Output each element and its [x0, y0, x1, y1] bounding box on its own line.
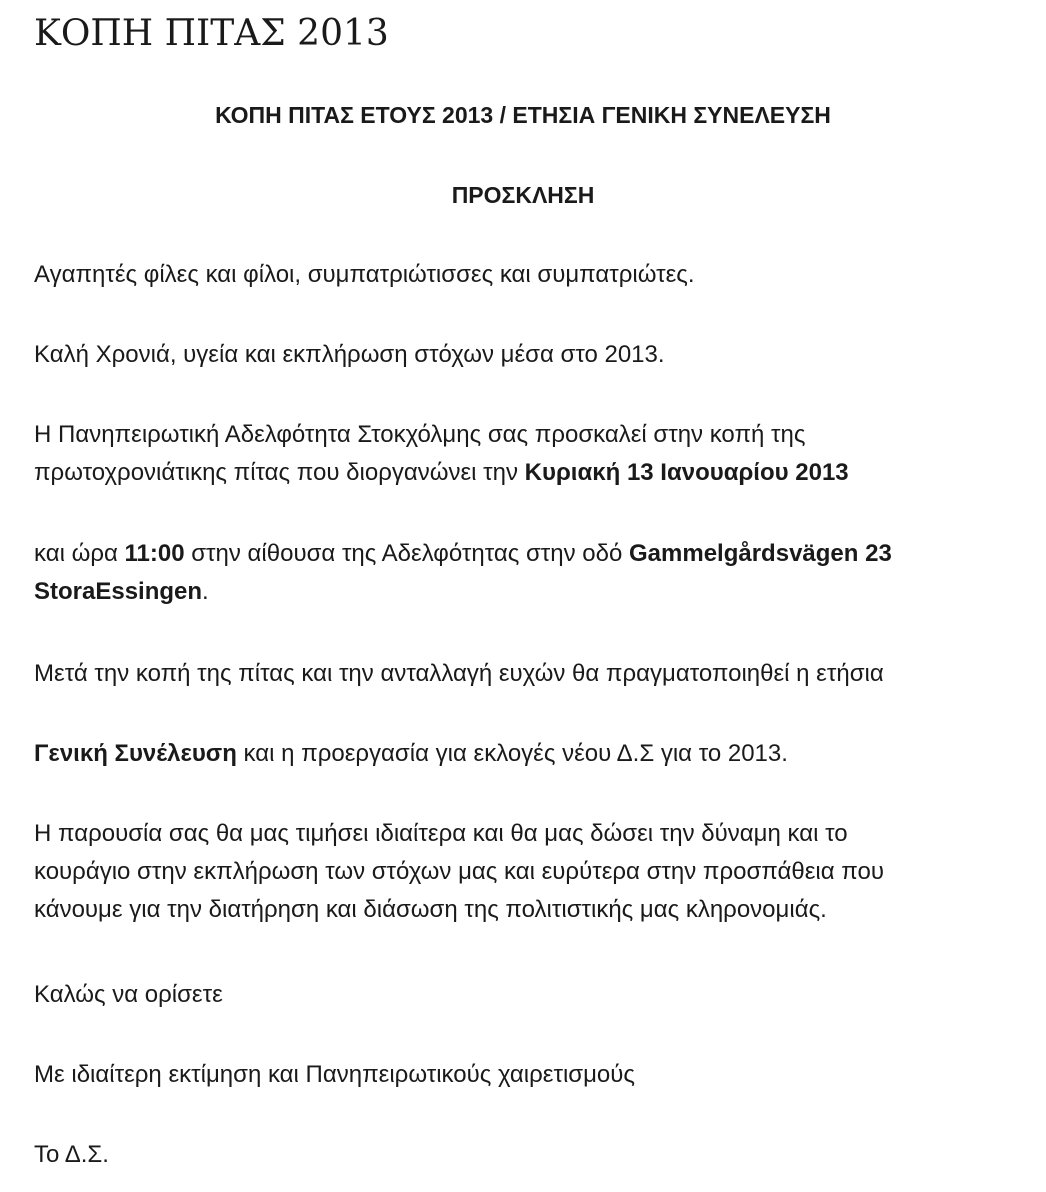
event-time: 11:00: [124, 540, 185, 567]
presence-line-2: κουράγιο στην εκπλήρωση των στόχων μας και ευρύτερα στην προσπάθεια που: [34, 858, 884, 885]
invitation-line-1: Η Πανηπειρωτική Αδελφότητα Στοκχόλμης σας προσκαλεί στην κοπή της: [34, 421, 806, 448]
time-place-paragraph: [34, 535, 1044, 611]
signature: Το Δ.Σ.: [34, 1141, 109, 1168]
welcome-paragraph: Καλώς να ορίσετε: [34, 981, 223, 1008]
time-prefix: και ώρα: [34, 540, 125, 567]
venue-street: Gammelgårdsvägen 23: [629, 540, 892, 567]
general-assembly-label: Γενική Συνέλευση: [34, 740, 237, 767]
presence-paragraph: [34, 815, 1044, 929]
invitation-line-2: πρωτοχρονιάτικης πίτας που διοργανώνει την: [34, 459, 525, 486]
greeting-paragraph: Αγαπητές φίλες και φίλοι, συμπατριώτισσες και συμπατριώτες.: [34, 261, 695, 288]
new-year-wish-paragraph: Καλή Χρονιά, υγεία και εκπλήρωση στόχων μέσα στο 2013.: [34, 341, 665, 368]
presence-line-1: Η παρουσία σας θα μας τιμήσει ιδιαίτερα και θα μας δώσει την δύναμη και το: [34, 820, 848, 847]
presence-line-3: κάνουμε για την διατήρηση και διάσωση της πολιτιστικής μας κληρονομιάς.: [34, 896, 827, 923]
assembly-paragraph: [34, 735, 1044, 773]
invitation-paragraph: [34, 416, 1044, 492]
regards-paragraph: Με ιδιαίτερη εκτίμηση και Πανηπειρωτικούς χαιρετισμούς: [34, 1061, 635, 1088]
venue-text: στην αίθουσα της Αδελφότητας στην οδό: [184, 540, 629, 567]
venue-area: StoraEssingen: [34, 578, 203, 605]
event-date: Κυριακή 13 Ιανουαρίου 2013: [524, 459, 849, 486]
page-title: ΚΟΠΗ ΠΙΤΑΣ 2013: [34, 13, 389, 54]
after-cutting-paragraph: Μετά την κοπή της πίτας και την ανταλλαγή ευχών θα πραγματοποιηθεί η ετήσια: [34, 660, 884, 687]
address-end: .: [202, 578, 209, 605]
invitation-heading: ΠΡΟΣΚΛΗΣΗ: [451, 182, 595, 208]
announcement-heading: ΚΟΠΗ ΠΙΤΑΣ ΕΤΟΥΣ 2013 / ΕΤΗΣΙΑ ΓΕΝΙΚΗ ΣΥΝΕΛΕΥΣΗ: [215, 102, 831, 128]
assembly-text: και η προεργασία για εκλογές νέου Δ.Σ για το 2013.: [236, 740, 788, 767]
